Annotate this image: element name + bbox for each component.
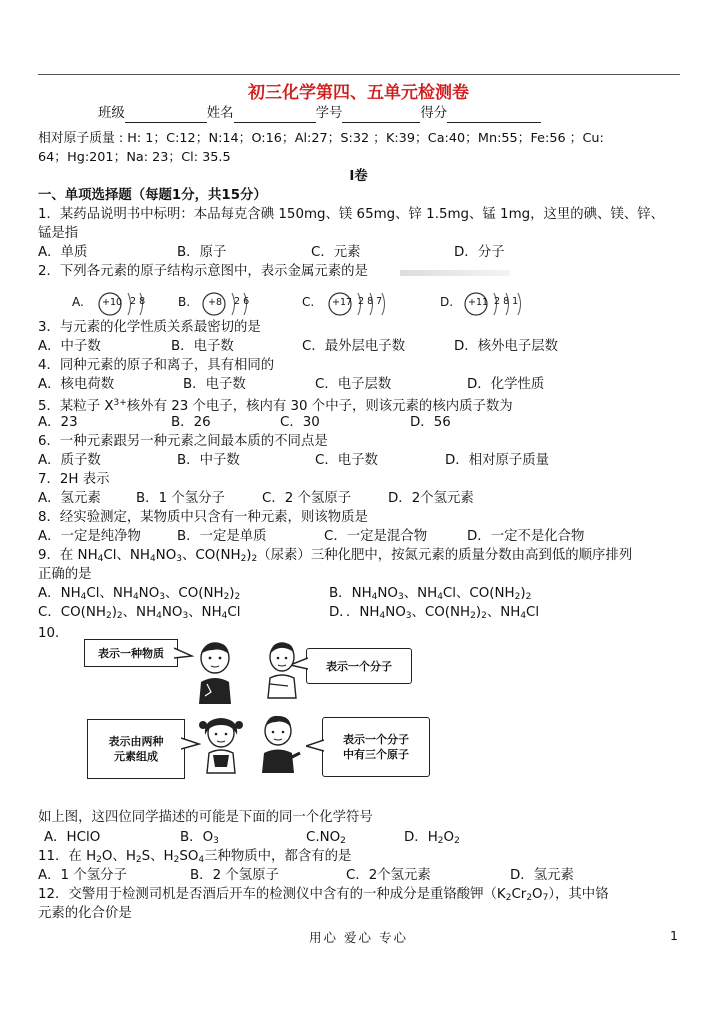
q4-option-b[interactable]: B．电子数 bbox=[183, 377, 246, 392]
q7-option-b[interactable]: B．1 个氢分子 bbox=[136, 491, 225, 506]
q10-c-text: C.NO bbox=[306, 830, 341, 845]
q1-stem-1: 1．某药品说明书中标明：本品每克含碘 150mg、镁 65mg、锌 1.5mg、锰 1mg，这里的碘、镁、锌、 bbox=[38, 207, 665, 222]
score-blank[interactable] bbox=[447, 108, 541, 123]
bubble-tail-4 bbox=[306, 738, 324, 754]
q2-c-shells: 2 8 7 bbox=[358, 296, 383, 307]
q2-c-nucleus: +17 bbox=[332, 297, 353, 308]
atomic-masses-line-1: 相对原子质量 : H: 1；C:12；N:14；O:16；Al:27；S:32 ；K:39；Ca:40；Mn:55；Fe:56 ；Cu: bbox=[38, 131, 604, 146]
name-label: 姓名 bbox=[206, 106, 234, 121]
q9-stem-mid: 三种化肥中，按氮元素的质量分数由高到低的顺序排列 bbox=[310, 548, 633, 563]
q11-option-d[interactable]: D．氢元素 bbox=[510, 868, 574, 883]
q8-option-b[interactable]: B．一定是单质 bbox=[177, 529, 267, 544]
q5-charge: 3+ bbox=[113, 398, 127, 408]
q3-option-d[interactable]: D．核外电子层数 bbox=[454, 339, 559, 354]
q12-stem-post: ），其中铬 bbox=[548, 887, 609, 902]
q2-a-shells: 2 8 bbox=[130, 296, 146, 307]
number-label: 学号 bbox=[315, 106, 343, 121]
q2-b-label: B. bbox=[178, 295, 191, 309]
q9-d-label: D．． bbox=[329, 605, 360, 620]
q2-c-label: C. bbox=[302, 295, 315, 309]
q3-option-b[interactable]: B．电子数 bbox=[171, 339, 234, 354]
student-girl-illustration bbox=[199, 715, 243, 775]
top-rule bbox=[38, 74, 680, 75]
atomic-masses-line-2: 64；Hg:201；Na: 23；Cl: 35.5 bbox=[38, 150, 231, 165]
q7-option-c[interactable]: C．2 个氢原子 bbox=[262, 491, 352, 506]
class-label: 班级 bbox=[98, 106, 125, 121]
q10-option-b[interactable]: B．$O_3$ bbox=[180, 830, 219, 846]
student-boy-2-illustration bbox=[262, 640, 302, 700]
q9-a-label: A． bbox=[38, 586, 61, 601]
q9-urea-note: （尿素） bbox=[257, 548, 311, 563]
q2-d-nucleus: +11 bbox=[468, 297, 489, 308]
q9-option-b[interactable]: B．$NH_4NO_3$、$NH_4Cl$、$CO(NH_2)_2$ bbox=[329, 586, 532, 602]
q12-stem-pre: 12．交警用于检测司机是否酒后开车的检测仪中含有的一种成分是重铬酸钾（K bbox=[38, 887, 506, 902]
page-number: 1 bbox=[670, 928, 678, 943]
q11-stem-pre: 11．在 H bbox=[38, 849, 97, 864]
q6-option-a[interactable]: A．质子数 bbox=[38, 453, 101, 468]
q9-b-label: B． bbox=[329, 586, 352, 601]
speech-bubble-4 bbox=[322, 717, 430, 777]
q12-stem-2: 元素的化合价是 bbox=[38, 906, 132, 921]
q1-option-c[interactable]: C．元素 bbox=[311, 245, 361, 260]
speech-bubble-2: 表示一个分子 bbox=[306, 648, 412, 684]
q4-stem: 4．同种元素的原子和离子，具有相同的 bbox=[38, 358, 275, 373]
bubble-4-line-2: 中有三个原子 bbox=[343, 748, 409, 761]
q5-option-d[interactable]: D．56 bbox=[410, 415, 451, 430]
q10-d-text: D．H bbox=[404, 830, 438, 845]
q5-option-b[interactable]: B．26 bbox=[171, 415, 211, 430]
q2-d-shells: 2 8 1 bbox=[494, 296, 519, 307]
q4-option-a[interactable]: A．核电荷数 bbox=[38, 377, 115, 392]
bubble-4-line-1: 表示一个分子 bbox=[343, 733, 409, 746]
q2-stem: 2．下列各元素的原子结构示意图中，表示金属元素的是 bbox=[38, 264, 368, 279]
bubble-tail-1 bbox=[174, 646, 194, 662]
q5-stem-post: 核外有 23 个电子，核内有 30 个中子，则该元素的核内质子数为 bbox=[126, 399, 513, 414]
q10-number: 10． bbox=[38, 626, 69, 641]
q7-stem: 7．2H 表示 bbox=[38, 472, 110, 487]
q1-option-b[interactable]: B．原子 bbox=[177, 245, 227, 260]
volume-label: I卷 bbox=[349, 169, 368, 184]
bubble-tail-3 bbox=[181, 736, 201, 752]
q11-option-a[interactable]: A．1 个氢分子 bbox=[38, 868, 127, 883]
q12-stem-1: 12．交警用于检测司机是否酒后开车的检测仪中含有的一种成分是重铬酸钾$(K_2Cr_2O_7)$，其中铬 bbox=[38, 887, 609, 903]
q8-option-a[interactable]: A．一定是纯净物 bbox=[38, 529, 141, 544]
number-blank[interactable] bbox=[342, 108, 420, 123]
q9-stem-pre: 9．在 NH bbox=[38, 548, 98, 563]
q8-option-d[interactable]: D．一定不是化合物 bbox=[467, 529, 585, 544]
q2-a-nucleus: +10 bbox=[102, 297, 123, 308]
class-blank[interactable] bbox=[125, 108, 207, 123]
q2-a-label: A. bbox=[72, 295, 84, 309]
bubble-3-line-2: 元素组成 bbox=[114, 750, 158, 763]
q7-option-a[interactable]: A．氢元素 bbox=[38, 491, 101, 506]
q10-b-text: B．O bbox=[180, 830, 214, 845]
student-boy-3-illustration bbox=[256, 713, 302, 775]
q3-stem: 3．与元素的化学性质关系最密切的是 bbox=[38, 320, 261, 335]
q10-stem: 如上图，这四位同学描述的可能是下面的同一个化学符号 bbox=[38, 810, 373, 825]
q9-stem-1: 9．在 $NH_4Cl$、$NH_4NO_3$、$CO(NH_2)_2$（尿素）三种化肥中，按氮元素的质量分数由高到低的顺序排列 bbox=[38, 548, 633, 564]
q11-stem-post: 三种物质中，都含有的是 bbox=[204, 849, 352, 864]
q11-option-c[interactable]: C．2个氢元素 bbox=[346, 868, 431, 883]
q8-stem: 8．经实验测定，某物质中只含有一种元素，则该物质是 bbox=[38, 510, 368, 525]
bubble-3-line-1: 表示由两种 bbox=[108, 735, 164, 748]
score-label: 得分 bbox=[420, 106, 448, 121]
page-title: 初三化学第四、五单元检测卷 bbox=[248, 83, 469, 103]
q1-option-d[interactable]: D．分子 bbox=[454, 245, 505, 260]
q1-option-a[interactable]: A．单质 bbox=[38, 245, 88, 260]
q3-option-c[interactable]: C．最外层电子数 bbox=[302, 339, 406, 354]
q3-option-a[interactable]: A．中子数 bbox=[38, 339, 101, 354]
q8-option-c[interactable]: C．一定是混合物 bbox=[324, 529, 428, 544]
student-boy-1-illustration bbox=[193, 640, 239, 706]
q10-option-c[interactable]: $C.NO_2$ bbox=[306, 830, 346, 846]
speech-bubble-3 bbox=[87, 719, 185, 779]
q2-d-label: D. bbox=[440, 295, 454, 309]
q2-b-nucleus: +8 bbox=[208, 297, 223, 308]
q5-option-c[interactable]: C．30 bbox=[280, 415, 320, 430]
q9-option-d[interactable]: D．．$NH_4NO_3$、$CO(NH_2)_2$、$NH_4Cl$ bbox=[329, 605, 540, 621]
q6-option-d[interactable]: D．相对原子质量 bbox=[445, 453, 550, 468]
q7-option-d[interactable]: D．2个氢元素 bbox=[388, 491, 474, 506]
q11-option-b[interactable]: B．2 个氢原子 bbox=[190, 868, 279, 883]
q9-option-c[interactable]: C．$CO(NH_2)_2$、$NH_4NO_3$、$NH_4Cl$ bbox=[38, 605, 241, 621]
name-blank[interactable] bbox=[234, 108, 316, 123]
student-info-line bbox=[98, 104, 541, 123]
q5-stem-pre: 5．某粒子 X bbox=[38, 399, 114, 414]
q9-c-label: C． bbox=[38, 605, 61, 620]
q4-option-d[interactable]: D．化学性质 bbox=[467, 377, 545, 392]
speech-bubble-1: 表示一种物质 bbox=[84, 639, 178, 667]
q5-option-a[interactable]: A．23 bbox=[38, 415, 78, 430]
q4-option-c[interactable]: C．电子层数 bbox=[315, 377, 392, 392]
footer-motto: 用心 爱心 专心 bbox=[309, 930, 408, 945]
q1-stem-2: 锰是指 bbox=[38, 226, 79, 241]
q10-option-a[interactable]: A．HClO bbox=[44, 830, 101, 845]
q9-stem-2: 正确的是 bbox=[38, 567, 92, 582]
q9-option-a[interactable]: A．$NH_4Cl$、$NH_4NO_3$、$CO(NH_2)_2$ bbox=[38, 586, 241, 602]
q6-stem: 6．一种元素跟另一种元素之间最本质的不同点是 bbox=[38, 434, 328, 449]
q10-option-d[interactable]: D．$H_2O_2$ bbox=[404, 830, 460, 846]
q6-option-b[interactable]: B．中子数 bbox=[177, 453, 240, 468]
section-heading: 一、单项选择题（每题1分，共15分） bbox=[38, 188, 267, 203]
q11-stem: 11．在 $H_2O$、$H_2S$、$H_2SO_4$三种物质中，都含有的是 bbox=[38, 849, 352, 865]
q6-option-c[interactable]: C．电子数 bbox=[315, 453, 378, 468]
scan-artifact bbox=[400, 270, 510, 276]
q2-b-shells: 2 6 bbox=[234, 296, 250, 307]
